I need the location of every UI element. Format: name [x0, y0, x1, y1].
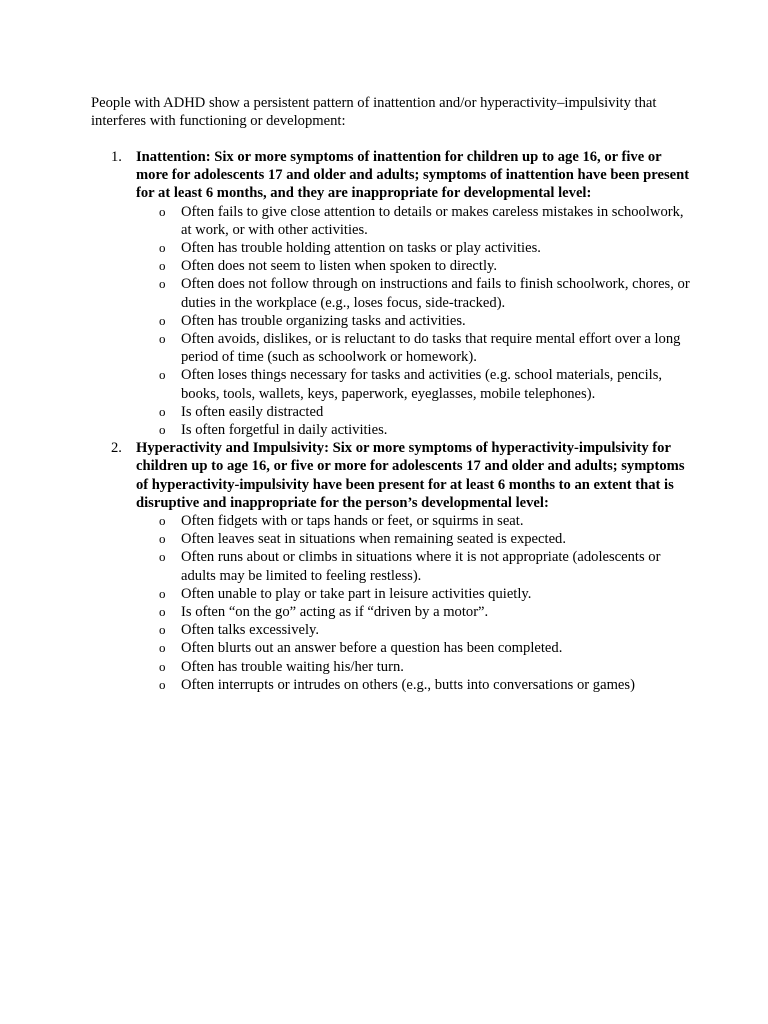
symptom-text: Often has trouble waiting his/her turn.	[181, 658, 404, 675]
symptom-text: Often loses things necessary for tasks and activities (e.g. school materials, pencils, books, tools, wallets, keys, paperwork, eyeglasses, mobile telephones).	[181, 367, 663, 402]
bullet-marker: o	[159, 331, 166, 347]
symptom-text: Often unable to play or take part in leisure activities quietly.	[181, 585, 532, 602]
bullet-marker: o	[159, 258, 166, 274]
bullet-marker: o	[159, 549, 166, 565]
list-item	[159, 512, 691, 530]
symptom-text: Often runs about or climbs in situations where it is not appropriate (adolescents or adults may be limited to feeling restless).	[181, 549, 661, 584]
criteria-list	[91, 148, 691, 694]
list-item	[159, 603, 691, 621]
bullet-marker: o	[159, 276, 166, 292]
list-item	[159, 658, 691, 676]
bullet-marker: o	[159, 585, 166, 601]
list-item	[159, 403, 691, 421]
symptom-text: Is often forgetful in daily activities.	[181, 422, 388, 439]
list-item	[159, 676, 691, 694]
list-item	[159, 621, 691, 639]
intro-paragraph: People with ADHD show a persistent pattern of inattention and/or hyperactivity–impulsivity that interferes with functioning or development:	[91, 95, 657, 130]
section-number: 1.	[111, 149, 122, 165]
bullet-marker: o	[159, 676, 166, 692]
symptom-text: Often leaves seat in situations when remaining seated is expected.	[181, 531, 566, 548]
bullet-marker: o	[159, 640, 166, 656]
bullet-marker: o	[159, 312, 166, 328]
bullet-marker: o	[159, 604, 166, 620]
list-item	[159, 639, 691, 657]
list-item	[159, 530, 691, 548]
list-item	[159, 312, 691, 330]
symptom-text: Often blurts out an answer before a question has been completed.	[181, 640, 563, 657]
symptom-text: Is often easily distracted	[181, 403, 324, 420]
list-item	[159, 548, 691, 584]
bullet-marker: o	[159, 367, 166, 383]
list-item	[159, 257, 691, 275]
list-item	[159, 330, 691, 366]
symptom-text: Often has trouble organizing tasks and activities.	[181, 312, 466, 329]
symptom-text: Often avoids, dislikes, or is reluctant to do tasks that require mental effort over a long period of time (such as schoolwork or homework).	[181, 331, 681, 366]
list-item	[159, 239, 691, 257]
symptom-text: Often does not seem to listen when spoken to directly.	[181, 258, 497, 275]
bullet-marker: o	[159, 513, 166, 529]
list-item	[159, 585, 691, 603]
bullet-marker: o	[159, 203, 166, 219]
bullet-marker: o	[159, 240, 166, 256]
criteria-section-inattention	[91, 148, 691, 439]
symptom-text: Often does not follow through on instructions and fails to finish schoolwork, chores, or duties in the workplace (e.g., loses focus, side-tracked).	[181, 276, 690, 311]
bullet-marker: o	[159, 531, 166, 547]
section-number: 2.	[111, 440, 122, 457]
bullet-marker: o	[159, 658, 166, 674]
list-item	[159, 366, 691, 402]
bullet-marker: o	[159, 403, 166, 419]
symptom-list	[136, 203, 691, 440]
list-item	[159, 421, 691, 439]
symptom-list	[136, 512, 691, 694]
symptom-text: Often talks excessively.	[181, 622, 320, 639]
criteria-section-hyperactivity	[91, 439, 691, 694]
symptom-text: Often has trouble holding attention on tasks or play activities.	[181, 240, 541, 257]
section-heading: Hyperactivity and Impulsivity: Six or more symptoms of hyperactivity-impulsivity for children up to age 16, or five or more for adolescents 17 and older and adults; symptoms of hyperactivity-impulsivity have been present for at least 6 months to an extent that is disruptive and inappropriate for the person’s developmental level:	[136, 440, 685, 511]
list-item	[159, 203, 691, 239]
list-item	[159, 275, 691, 311]
bullet-marker: o	[159, 422, 166, 438]
symptom-text: Often fidgets with or taps hands or feet, or squirms in seat.	[181, 513, 524, 530]
section-heading: Inattention: Six or more symptoms of inattention for children up to age 16, or five or more for adolescents 17 and older and adults; symptoms of inattention have been present for at least 6 months, and they are inappropriate for developmental level:	[136, 149, 690, 202]
symptom-text: Often interrupts or intrudes on others (e.g., butts into conversations or games)	[181, 676, 635, 693]
symptom-text: Is often “on the go” acting as if “driven by a motor”.	[181, 604, 489, 621]
bullet-marker: o	[159, 622, 166, 638]
symptom-text: Often fails to give close attention to details or makes careless mistakes in schoolwork, at work, or with other activities.	[181, 203, 684, 238]
